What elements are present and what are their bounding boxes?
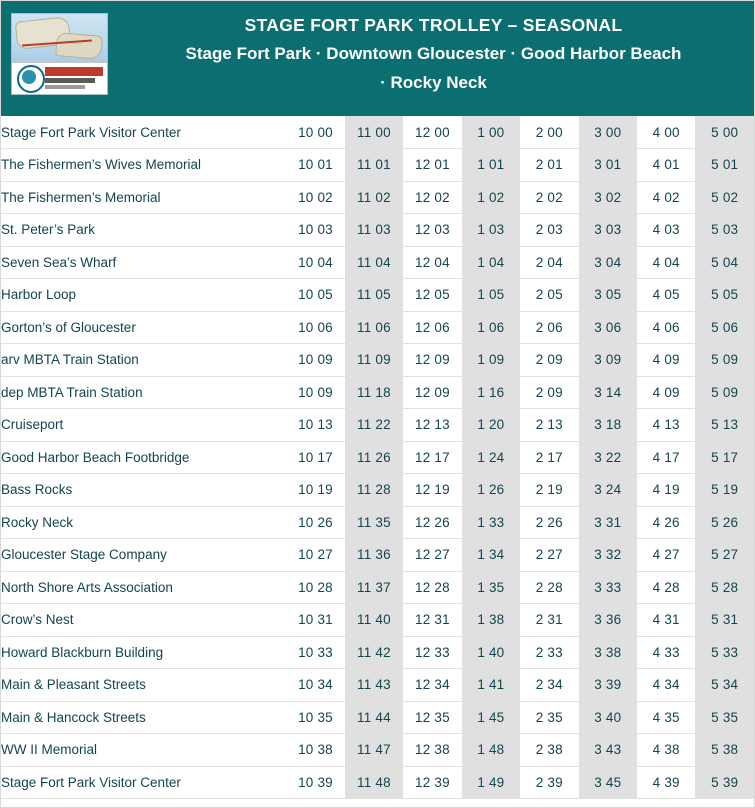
departure-time-cell: 4 26 [637,506,695,539]
stop-name-cell: Stage Fort Park Visitor Center [1,116,286,149]
table-row [1,409,754,442]
departure-time-cell: 1 41 [462,669,520,702]
departure-time-cell: 11 06 [345,311,403,344]
departure-time-cell: 12 02 [403,181,461,214]
departure-time-cell: 11 00 [345,116,403,149]
trolley-route-logo [11,13,108,95]
departure-time-cell: 3 40 [579,701,637,734]
departure-time-cell: 1 20 [462,409,520,442]
departure-time-cell: 10 33 [286,636,344,669]
departure-time-cell: 1 48 [462,734,520,767]
departure-time-cell: 3 24 [579,474,637,507]
departure-time-cell: 4 38 [637,734,695,767]
departure-time-cell: 5 02 [695,181,754,214]
departure-time-cell: 4 02 [637,181,695,214]
departure-time-cell: 1 09 [462,344,520,377]
departure-time-cell: 4 09 [637,344,695,377]
table-row [1,734,754,767]
departure-time-cell: 5 38 [695,734,754,767]
departure-time-cell: 10 31 [286,604,344,637]
departure-time-cell: 12 34 [403,669,461,702]
departure-time-cell: 10 09 [286,344,344,377]
departure-time-cell: 12 26 [403,506,461,539]
departure-time-cell: 3 33 [579,571,637,604]
departure-time-cell: 1 05 [462,279,520,312]
logo-wordmark-secondary [45,78,95,83]
departure-time-cell: 5 06 [695,311,754,344]
departure-time-cell: 1 03 [462,214,520,247]
table-row [1,311,754,344]
departure-time-cell: 3 04 [579,246,637,279]
table-row [1,571,754,604]
stop-name-cell: Good Harbor Beach Footbridge [1,441,286,474]
departure-time-cell: 4 34 [637,669,695,702]
departure-time-cell: 4 01 [637,149,695,182]
departure-time-cell: 3 01 [579,149,637,182]
table-row [1,701,754,734]
stop-name-cell: Cruiseport [1,409,286,442]
departure-time-cell: 5 34 [695,669,754,702]
departure-time-cell: 4 31 [637,604,695,637]
departure-time-cell: 3 00 [579,116,637,149]
departure-time-cell: 10 17 [286,441,344,474]
departure-time-cell: 11 43 [345,669,403,702]
departure-time-cell: 11 05 [345,279,403,312]
departure-time-cell: 4 33 [637,636,695,669]
schedule-table [1,116,754,799]
departure-time-cell: 4 03 [637,214,695,247]
departure-time-cell: 3 43 [579,734,637,767]
stop-name-cell: The Fishermen’s Memorial [1,181,286,214]
departure-time-cell: 3 03 [579,214,637,247]
departure-time-cell: 11 36 [345,539,403,572]
departure-time-cell: 5 09 [695,376,754,409]
departure-time-cell: 12 35 [403,701,461,734]
departure-time-cell: 10 03 [286,214,344,247]
departure-time-cell: 12 06 [403,311,461,344]
departure-time-cell: 10 05 [286,279,344,312]
departure-time-cell: 4 13 [637,409,695,442]
departure-time-cell: 11 09 [345,344,403,377]
departure-time-cell: 1 49 [462,766,520,799]
departure-time-cell: 1 33 [462,506,520,539]
departure-time-cell: 5 05 [695,279,754,312]
departure-time-cell: 11 22 [345,409,403,442]
stop-name-cell: Harbor Loop [1,279,286,312]
departure-time-cell: 12 38 [403,734,461,767]
schedule-table-body [1,116,754,799]
departure-time-cell: 3 31 [579,506,637,539]
departure-time-cell: 2 34 [520,669,578,702]
stop-name-cell: Gloucester Stage Company [1,539,286,572]
departure-time-cell: 4 27 [637,539,695,572]
departure-time-cell: 2 09 [520,376,578,409]
departure-time-cell: 10 00 [286,116,344,149]
table-row [1,279,754,312]
departure-time-cell: 5 17 [695,441,754,474]
departure-time-cell: 1 02 [462,181,520,214]
stop-name-cell: Rocky Neck [1,506,286,539]
departure-time-cell: 2 04 [520,246,578,279]
departure-time-cell: 11 18 [345,376,403,409]
departure-time-cell: 12 39 [403,766,461,799]
logo-wordmark-tertiary [45,85,85,89]
departure-time-cell: 4 35 [637,701,695,734]
table-row [1,246,754,279]
departure-time-cell: 5 39 [695,766,754,799]
departure-time-cell: 10 35 [286,701,344,734]
departure-time-cell: 5 31 [695,604,754,637]
departure-time-cell: 2 06 [520,311,578,344]
departure-time-cell: 10 19 [286,474,344,507]
schedule-header [1,1,754,116]
departure-time-cell: 12 09 [403,344,461,377]
departure-time-cell: 11 47 [345,734,403,767]
departure-time-cell: 4 19 [637,474,695,507]
departure-time-cell: 11 42 [345,636,403,669]
departure-time-cell: 4 39 [637,766,695,799]
departure-time-cell: 5 28 [695,571,754,604]
table-row [1,506,754,539]
logo-seal-inner-icon [22,70,36,84]
departure-time-cell: 2 00 [520,116,578,149]
departure-time-cell: 11 35 [345,506,403,539]
departure-time-cell: 1 34 [462,539,520,572]
departure-time-cell: 5 04 [695,246,754,279]
stop-name-cell: St. Peter’s Park [1,214,286,247]
stop-name-cell: The Fishermen’s Wives Memorial [1,149,286,182]
table-row [1,116,754,149]
departure-time-cell: 10 06 [286,311,344,344]
page-subtitle-line-2: · Rocky Neck [380,73,487,92]
page-title: STAGE FORT PARK TROLLEY – SEASONAL [244,15,623,35]
departure-time-cell: 1 24 [462,441,520,474]
departure-time-cell: 1 26 [462,474,520,507]
departure-time-cell: 3 38 [579,636,637,669]
page-subtitle-line-1: Stage Fort Park · Downtown Gloucester · Good Harbor Beach [185,44,682,63]
departure-time-cell: 3 09 [579,344,637,377]
departure-time-cell: 1 35 [462,571,520,604]
departure-time-cell: 11 28 [345,474,403,507]
departure-time-cell: 10 13 [286,409,344,442]
stop-name-cell: Stage Fort Park Visitor Center [1,766,286,799]
departure-time-cell: 1 06 [462,311,520,344]
departure-time-cell: 2 17 [520,441,578,474]
departure-time-cell: 1 04 [462,246,520,279]
table-row [1,539,754,572]
table-row [1,344,754,377]
stop-name-cell: Main & Pleasant Streets [1,669,286,702]
stop-name-cell: Seven Sea’s Wharf [1,246,286,279]
departure-time-cell: 4 06 [637,311,695,344]
table-row [1,636,754,669]
departure-time-cell: 11 40 [345,604,403,637]
stop-name-cell: Bass Rocks [1,474,286,507]
departure-time-cell: 4 17 [637,441,695,474]
departure-time-cell: 12 31 [403,604,461,637]
departure-time-cell: 12 27 [403,539,461,572]
table-row [1,474,754,507]
departure-time-cell: 10 34 [286,669,344,702]
departure-time-cell: 4 00 [637,116,695,149]
departure-time-cell: 2 33 [520,636,578,669]
departure-time-cell: 5 26 [695,506,754,539]
departure-time-cell: 1 38 [462,604,520,637]
departure-time-cell: 10 09 [286,376,344,409]
departure-time-cell: 12 03 [403,214,461,247]
departure-time-cell: 11 44 [345,701,403,734]
header-title-block [127,11,740,97]
departure-time-cell: 1 40 [462,636,520,669]
table-row [1,181,754,214]
departure-time-cell: 11 02 [345,181,403,214]
departure-time-cell: 5 01 [695,149,754,182]
departure-time-cell: 2 09 [520,344,578,377]
departure-time-cell: 5 00 [695,116,754,149]
table-row [1,766,754,799]
departure-time-cell: 3 32 [579,539,637,572]
departure-time-cell: 11 04 [345,246,403,279]
departure-time-cell: 3 02 [579,181,637,214]
departure-time-cell: 12 00 [403,116,461,149]
stop-name-cell: North Shore Arts Association [1,571,286,604]
stop-name-cell: Gorton’s of Gloucester [1,311,286,344]
departure-time-cell: 4 04 [637,246,695,279]
departure-time-cell: 2 13 [520,409,578,442]
departure-time-cell: 11 37 [345,571,403,604]
departure-time-cell: 1 00 [462,116,520,149]
departure-time-cell: 10 04 [286,246,344,279]
departure-time-cell: 4 09 [637,376,695,409]
departure-time-cell: 1 16 [462,376,520,409]
table-row [1,376,754,409]
departure-time-cell: 4 05 [637,279,695,312]
departure-time-cell: 12 01 [403,149,461,182]
departure-time-cell: 12 13 [403,409,461,442]
departure-time-cell: 12 33 [403,636,461,669]
departure-time-cell: 2 39 [520,766,578,799]
departure-time-cell: 12 04 [403,246,461,279]
departure-time-cell: 2 26 [520,506,578,539]
departure-time-cell: 4 28 [637,571,695,604]
stop-name-cell: dep MBTA Train Station [1,376,286,409]
departure-time-cell: 3 45 [579,766,637,799]
departure-time-cell: 2 02 [520,181,578,214]
departure-time-cell: 2 19 [520,474,578,507]
departure-time-cell: 5 09 [695,344,754,377]
departure-time-cell: 2 38 [520,734,578,767]
departure-time-cell: 11 48 [345,766,403,799]
table-row [1,214,754,247]
departure-time-cell: 2 35 [520,701,578,734]
departure-time-cell: 5 27 [695,539,754,572]
departure-time-cell: 1 45 [462,701,520,734]
departure-time-cell: 10 02 [286,181,344,214]
departure-time-cell: 10 26 [286,506,344,539]
departure-time-cell: 10 38 [286,734,344,767]
departure-time-cell: 10 39 [286,766,344,799]
departure-time-cell: 5 03 [695,214,754,247]
departure-time-cell: 3 06 [579,311,637,344]
departure-time-cell: 12 17 [403,441,461,474]
table-row [1,669,754,702]
departure-time-cell: 10 01 [286,149,344,182]
table-row [1,441,754,474]
departure-time-cell: 2 27 [520,539,578,572]
table-row [1,149,754,182]
departure-time-cell: 5 13 [695,409,754,442]
departure-time-cell: 5 35 [695,701,754,734]
stop-name-cell: Howard Blackburn Building [1,636,286,669]
stop-name-cell: WW II Memorial [1,734,286,767]
departure-time-cell: 3 36 [579,604,637,637]
departure-time-cell: 2 03 [520,214,578,247]
logo-wordmark-primary [45,67,103,76]
departure-time-cell: 11 26 [345,441,403,474]
departure-time-cell: 10 27 [286,539,344,572]
departure-time-cell: 3 18 [579,409,637,442]
departure-time-cell: 1 01 [462,149,520,182]
departure-time-cell: 5 33 [695,636,754,669]
departure-time-cell: 2 28 [520,571,578,604]
departure-time-cell: 3 22 [579,441,637,474]
departure-time-cell: 3 05 [579,279,637,312]
departure-time-cell: 12 19 [403,474,461,507]
departure-time-cell: 2 05 [520,279,578,312]
departure-time-cell: 12 09 [403,376,461,409]
departure-time-cell: 12 28 [403,571,461,604]
stop-name-cell: arv MBTA Train Station [1,344,286,377]
departure-time-cell: 2 01 [520,149,578,182]
departure-time-cell: 3 39 [579,669,637,702]
table-row [1,604,754,637]
departure-time-cell: 11 03 [345,214,403,247]
departure-time-cell: 10 28 [286,571,344,604]
departure-time-cell: 5 19 [695,474,754,507]
departure-time-cell: 3 14 [579,376,637,409]
departure-time-cell: 2 31 [520,604,578,637]
stop-name-cell: Main & Hancock Streets [1,701,286,734]
stop-name-cell: Crow’s Nest [1,604,286,637]
logo-landmass-2 [55,32,103,60]
departure-time-cell: 12 05 [403,279,461,312]
departure-time-cell: 11 01 [345,149,403,182]
